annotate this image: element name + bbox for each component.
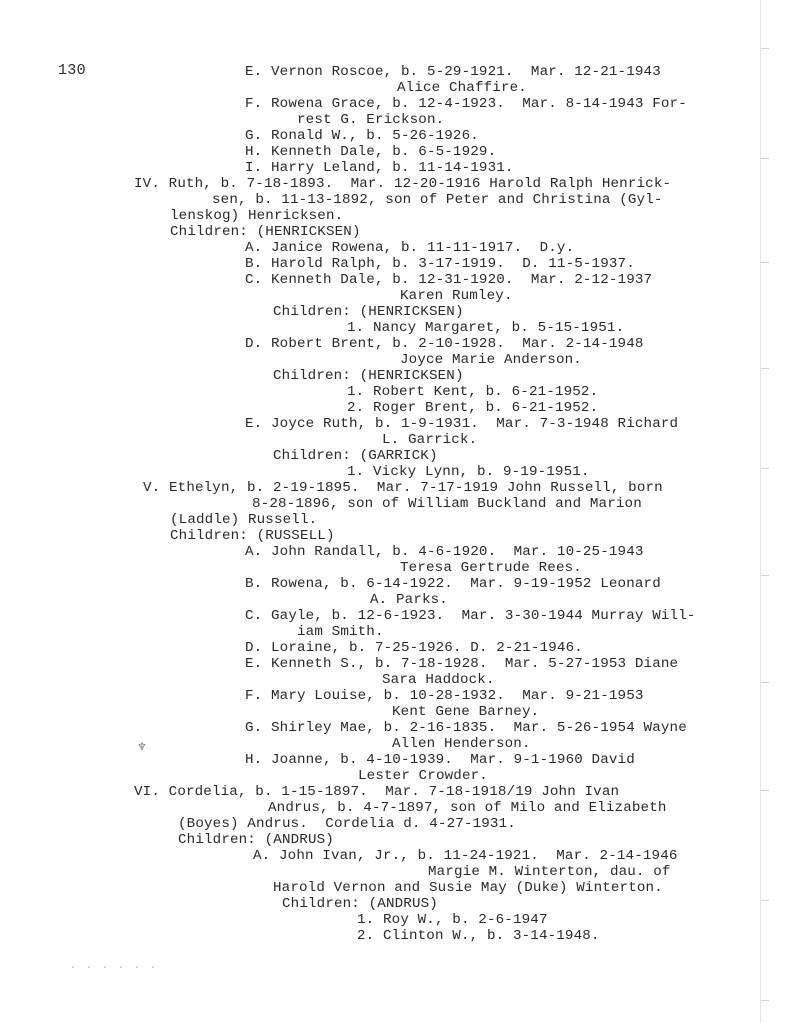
text-line: sen, b. 11-13-1892, son of Peter and Christina (Gyl- — [212, 192, 663, 208]
text-line: Children: (HENRICKSEN) — [170, 224, 361, 240]
text-line: Karen Rumley. — [400, 288, 513, 304]
text-line: G. Ronald W., b. 5-26-1926. — [245, 128, 479, 144]
text-line: Andrus, b. 4-7-1897, son of Milo and Elizabeth — [268, 800, 667, 816]
edge-tick — [761, 575, 769, 576]
text-line: C. Gayle, b. 12-6-1923. Mar. 3-30-1944 Murray Will- — [245, 608, 696, 624]
text-line: B. Harold Ralph, b. 3-17-1919. D. 11-5-1937. — [245, 256, 635, 272]
text-line: rest G. Erickson. — [297, 112, 445, 128]
text-line: Alice Chaffire. — [397, 80, 527, 96]
text-line: Children: (ANDRUS) — [282, 896, 438, 912]
text-line: Children: (HENRICKSEN) — [273, 368, 464, 384]
text-line: A. Parks. — [370, 592, 448, 608]
text-line: 2. Roger Brent, b. 6-21-1952. — [347, 400, 599, 416]
edge-tick — [761, 48, 769, 49]
edge-tick — [761, 262, 769, 263]
text-line: Children: (ANDRUS) — [178, 832, 334, 848]
text-line: Harold Vernon and Susie May (Duke) Winterton. — [273, 880, 663, 896]
text-line: lenskog) Henricksen. — [170, 208, 344, 224]
text-line: D. Loraine, b. 7-25-1926. D. 2-21-1946. — [245, 640, 583, 656]
text-line: A. Janice Rowena, b. 11-11-1917. D.y. — [245, 240, 575, 256]
text-line: Allen Henderson. — [392, 736, 531, 752]
edge-tick — [761, 682, 769, 683]
text-line: Sara Haddock. — [382, 672, 495, 688]
text-line: H. Kenneth Dale, b. 6-5-1929. — [245, 144, 497, 160]
page-number: 130 — [58, 62, 86, 79]
text-line: (Boyes) Andrus. Cordelia d. 4-27-1931. — [178, 816, 516, 832]
text-line: iam Smith. — [297, 624, 384, 640]
text-line: 1. Robert Kent, b. 6-21-1952. — [347, 384, 599, 400]
text-line: 1. Nancy Margaret, b. 5-15-1951. — [347, 320, 625, 336]
text-line: IV. Ruth, b. 7-18-1893. Mar. 12-20-1916 Harold Ralph Henrick- — [134, 176, 672, 192]
text-line: A. John Ivan, Jr., b. 11-24-1921. Mar. 2-14-1946 — [253, 848, 678, 864]
text-line: Lester Crowder. — [358, 768, 488, 784]
text-line: 8-28-1896, son of William Buckland and Marion — [252, 496, 642, 512]
text-line: Joyce Marie Anderson. — [400, 352, 582, 368]
text-line: B. Rowena, b. 6-14-1922. Mar. 9-19-1952 Leonard — [245, 576, 661, 592]
edge-tick — [761, 1000, 769, 1001]
edge-tick — [761, 368, 769, 369]
text-line: H. Joanne, b. 4-10-1939. Mar. 9-1-1960 David — [245, 752, 635, 768]
text-line: I. Harry Leland, b. 11-14-1931. — [245, 160, 514, 176]
text-line: L. Garrick. — [382, 432, 478, 448]
text-line: E. Vernon Roscoe, b. 5-29-1921. Mar. 12-21-1943 — [245, 64, 661, 80]
text-line: V. Ethelyn, b. 2-19-1895. Mar. 7-17-1919 John Russell, born — [143, 480, 663, 496]
text-line: Kent Gene Barney. — [392, 704, 540, 720]
text-line: Children: (RUSSELL) — [170, 528, 335, 544]
edge-tick — [761, 158, 769, 159]
text-line: (Laddle) Russell. — [170, 512, 318, 528]
text-line: Children: (HENRICKSEN) — [273, 304, 464, 320]
text-line: F. Mary Louise, b. 10-28-1932. Mar. 9-21-1953 — [245, 688, 644, 704]
edge-tick — [761, 468, 769, 469]
text-line: 1. Roy W., b. 2-6-1947 — [357, 912, 548, 928]
text-line: E. Kenneth S., b. 7-18-1928. Mar. 5-27-1953 Diane — [245, 656, 679, 672]
text-line: F. Rowena Grace, b. 12-4-1923. Mar. 8-14-1943 For- — [245, 96, 687, 112]
text-line: 1. Vicky Lynn, b. 9-19-1951. — [347, 464, 590, 480]
edge-tick — [761, 900, 769, 901]
text-line: E. Joyce Ruth, b. 1-9-1931. Mar. 7-3-1948 Richard — [245, 416, 679, 432]
text-line: D. Robert Brent, b. 2-10-1928. Mar. 2-14-1948 — [245, 336, 644, 352]
text-line: Children: (GARRICK) — [273, 448, 438, 464]
text-line: G. Shirley Mae, b. 2-16-1835. Mar. 5-26-1954 Wayne — [245, 720, 687, 736]
smudge: · · · · · · — [70, 963, 159, 974]
edge-tick — [761, 790, 769, 791]
page-edge — [760, 0, 791, 1023]
text-line: 2. Clinton W., b. 3-14-1948. — [357, 928, 600, 944]
margin-mark: ♆ — [138, 740, 146, 755]
text-line: VI. Cordelia, b. 1-15-1897. Mar. 7-18-1918/19 John Ivan — [134, 784, 620, 800]
text-line: A. John Randall, b. 4-6-1920. Mar. 10-25-1943 — [245, 544, 644, 560]
text-line: Teresa Gertrude Rees. — [400, 560, 582, 576]
text-line: Margie M. Winterton, dau. of — [428, 864, 671, 880]
text-line: C. Kenneth Dale, b. 12-31-1920. Mar. 2-12-1937 — [245, 272, 653, 288]
